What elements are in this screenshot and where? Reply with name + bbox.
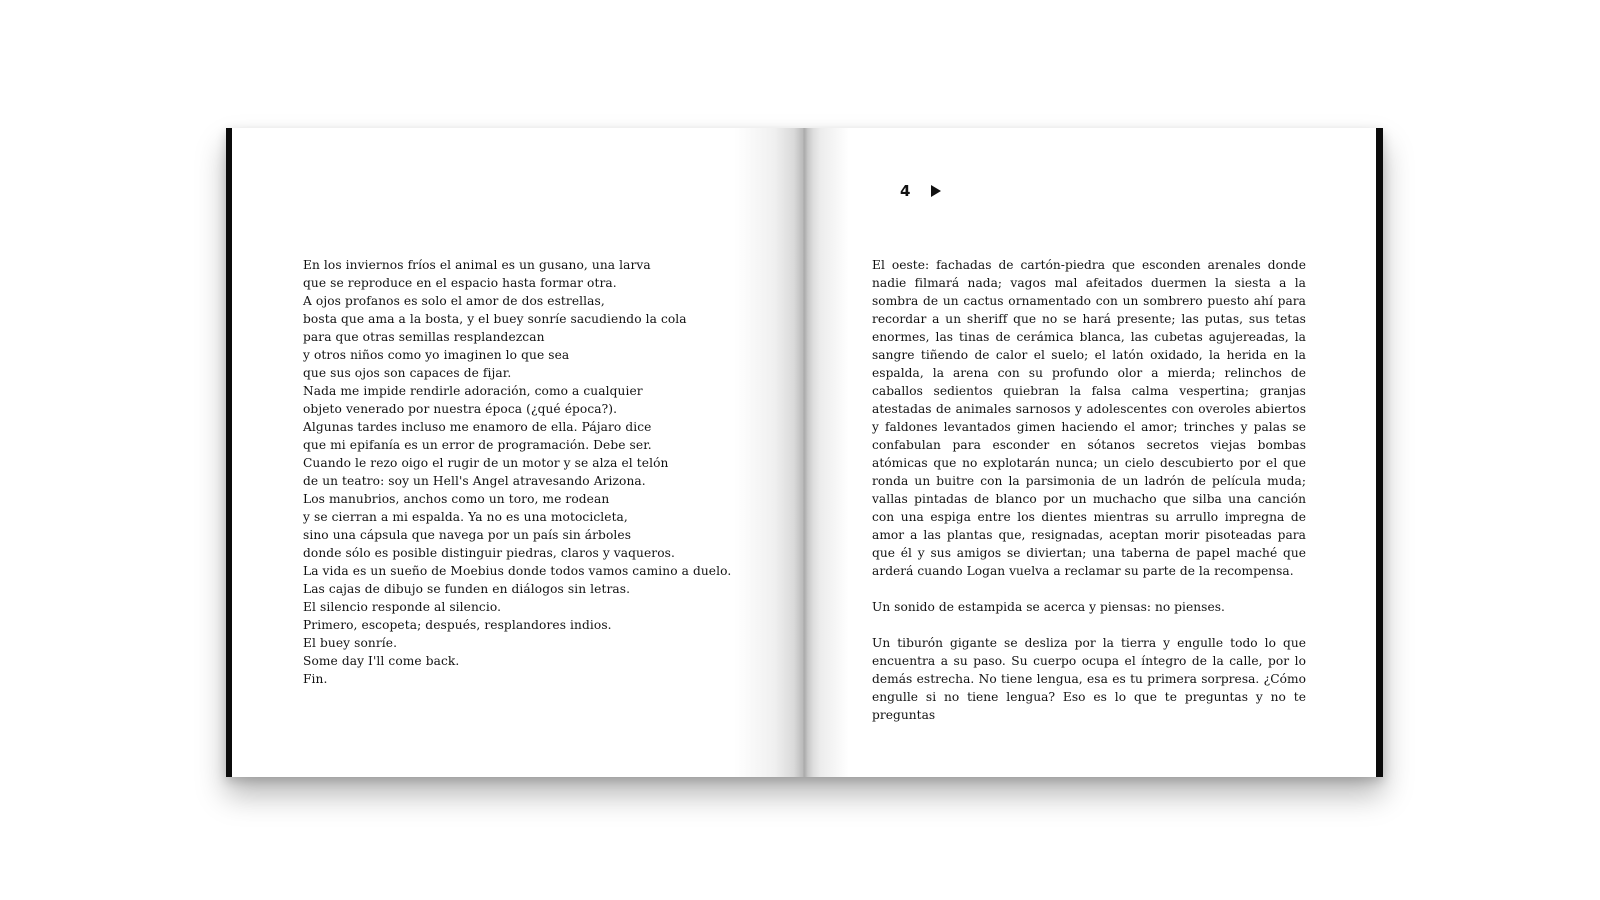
poem-line: Las cajas de dibujo se funden en diálogos sin letras. — [303, 582, 631, 596]
poem-line: Some day I'll come back. — [303, 654, 460, 668]
play-arrow-icon — [931, 185, 941, 197]
poem-line: bosta que ama a la bosta, y el buey sonríe sacudiendo la cola — [303, 312, 687, 326]
poem-line: Primero, escopeta; después, resplandores indios. — [303, 618, 612, 632]
poem-text — [303, 256, 773, 688]
paragraph: Un tiburón gigante se desliza por la tierra y engulle todo lo que encuentra a su paso. Su cuerpo ocupa el íntegro de la calle, por lo demás estrecha. No tiene lengua, esa es tu primera sorpresa. ¿Cómo engulle si no tiene lengua? Eso es lo que te preguntas y no te preguntas — [872, 636, 1306, 722]
page-number: 4 — [900, 182, 911, 200]
poem-line: Algunas tardes incluso me enamoro de ella. Pájaro dice — [303, 420, 652, 434]
poem-line: y otros niños como yo imaginen lo que sea — [303, 348, 570, 362]
open-book — [226, 128, 1383, 777]
poem-line: de un teatro: soy un Hell's Angel atravesando Arizona. — [303, 474, 646, 488]
poem-line: donde sólo es posible distinguir piedras, claros y vaqueros. — [303, 546, 675, 560]
poem-line: Nada me impide rendirle adoración, como a cualquier — [303, 384, 643, 398]
poem-line: Fin. — [303, 672, 328, 686]
poem-line: que mi epifanía es un error de programación. Debe ser. — [303, 438, 652, 452]
poem-line: En los inviernos fríos el animal es un gusano, una larva — [303, 258, 651, 272]
poem-line: Cuando le rezo oigo el rugir de un motor y se alza el telón — [303, 456, 669, 470]
poem-line: A ojos profanos es solo el amor de dos estrellas, — [303, 294, 605, 308]
prose-text — [872, 256, 1306, 724]
poem-line: sino una cápsula que navega por un país sin árboles — [303, 528, 632, 542]
poem-line: objeto venerado por nuestra época (¿qué época?). — [303, 402, 618, 416]
poem-line: y se cierran a mi espalda. Ya no es una motocicleta, — [303, 510, 628, 524]
poem-line: Los manubrios, anchos como un toro, me rodean — [303, 492, 610, 506]
poem-line: El buey sonríe. — [303, 636, 398, 650]
paragraph: El oeste: fachadas de cartón-piedra que esconden arenales donde nadie filmará nada; vagos mal afeitados duermen la siesta a la sombra de un cactus ornamentado con un sombrero puesto ahí para recordar a un sheriff que no se hará presente; las putas, sus tetas enormes, las tinas de cerámica blanca, las cubetas agujereadas, la sangre tiñendo de calor el suelo; el latón oxidado, la herida en la espalda, la arena con su profundo olor a mierda; relinchos de caballos sedientos quiebran la falsa calma vespertina; granjas atestadas de animales sarnosos y adolescentes con overoles abiertos y faldones levantados gimen haciendo el amor; trinches y palas se confabulan para esconder en sótanos secretos viejas bombas atómicas que no explotarán nunca; un cielo descubierto por el que ronda un buitre con la parsimonia de un ladrón de película muda; vallas pintadas de blanco por un muchacho que silba una canción con una espiga entre los dientes mientras su arrullo impregna de amor a las plantas que, resignadas, aceptan morir pisoteadas para que él y sus amigos se diviertan; una taberna de papel maché que arderá cuando Logan vuelva a reclamar su parte de la recompensa. — [872, 258, 1306, 578]
left-page — [226, 128, 803, 777]
poem-line: para que otras semillas resplandezcan — [303, 330, 545, 344]
poem-line: que se reproduce en el espacio hasta formar otra. — [303, 276, 617, 290]
paragraph: Un sonido de estampida se acerca y piensas: no pienses. — [872, 600, 1225, 614]
poem-line: El silencio responde al silencio. — [303, 600, 502, 614]
poem-line: que sus ojos son capaces de fijar. — [303, 366, 512, 380]
poem-line: La vida es un sueño de Moebius donde todos vamos camino a duelo. — [303, 564, 732, 578]
right-page — [803, 128, 1383, 777]
